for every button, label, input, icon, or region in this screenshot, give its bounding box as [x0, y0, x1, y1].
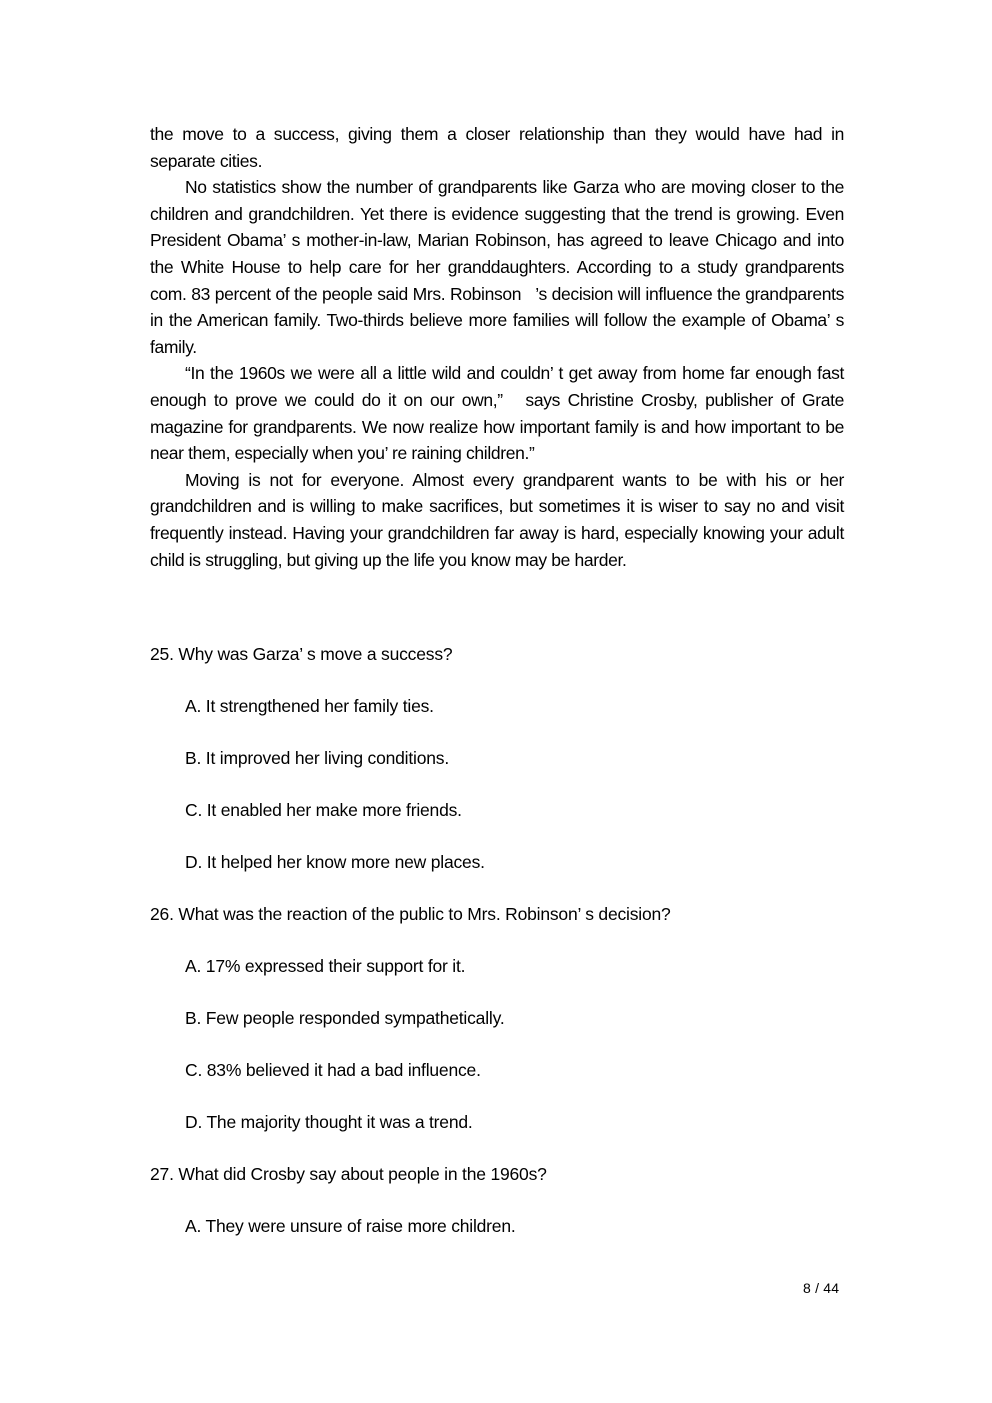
passage-paragraph: the move to a success, giving them a closer relationship than they would have had in separate cities. — [150, 124, 844, 171]
question-25-stem: 25. Why was Garza’ s move a success? — [150, 644, 453, 664]
question-25-option-d: D. It helped her know more new places. — [185, 852, 485, 872]
page-number: 8 / 44 — [803, 1280, 840, 1296]
question-26-stem: 26. What was the reaction of the public to Mrs. Robinson’ s decision? — [150, 904, 671, 924]
question-25-option-c: C. It enabled her make more friends. — [185, 800, 462, 820]
passage-paragraph: “In the 1960s we were all a little wild and couldn’ t get away from home far enough fast enough to prove we could do it on our own,” says Christine Crosby, publisher of Grate magazine for grandparents. We now realize how important family is and how important to be near them, especially when you’ re raining children.” — [150, 363, 844, 464]
question-26-option-a: A. 17% expressed their support for it. — [185, 956, 466, 976]
reading-passage — [150, 121, 844, 573]
question-26-option-d: D. The majority thought it was a trend. — [185, 1112, 473, 1132]
question-26-option-b: B. Few people responded sympathetically. — [185, 1008, 505, 1028]
question-26-option-c: C. 83% believed it had a bad influence. — [185, 1060, 481, 1080]
passage-paragraph: No statistics show the number of grandparents like Garza who are moving closer to the children and grandchildren. Yet there is evidence suggesting that the trend is growing. Even President Obama’ s mother-in-law, Marian Robinson, has agreed to leave Chicago and into the White House to help care for her granddaughters. According to a study grandparents com. 83 percent of the people said Mrs. Robinson ’s decision will influence the grandparents in the American family. Two-thirds believe more families will follow the example of Obama’ s family. — [150, 177, 844, 357]
passage-paragraph: Moving is not for everyone. Almost every grandparent wants to be with his or her grandchildren and is willing to make sacrifices, but sometimes it is wiser to say no and visit frequently instead. Having your grandchildren far away is hard, especially knowing your adult child is struggling, but giving up the life you know may be harder. — [150, 469, 844, 570]
question-25-option-b: B. It improved her living conditions. — [185, 748, 449, 768]
question-25-option-a: A. It strengthened her family ties. — [185, 696, 434, 716]
question-27-stem: 27. What did Crosby say about people in the 1960s? — [150, 1164, 547, 1184]
question-27-option-a: A. They were unsure of raise more children. — [185, 1216, 516, 1236]
